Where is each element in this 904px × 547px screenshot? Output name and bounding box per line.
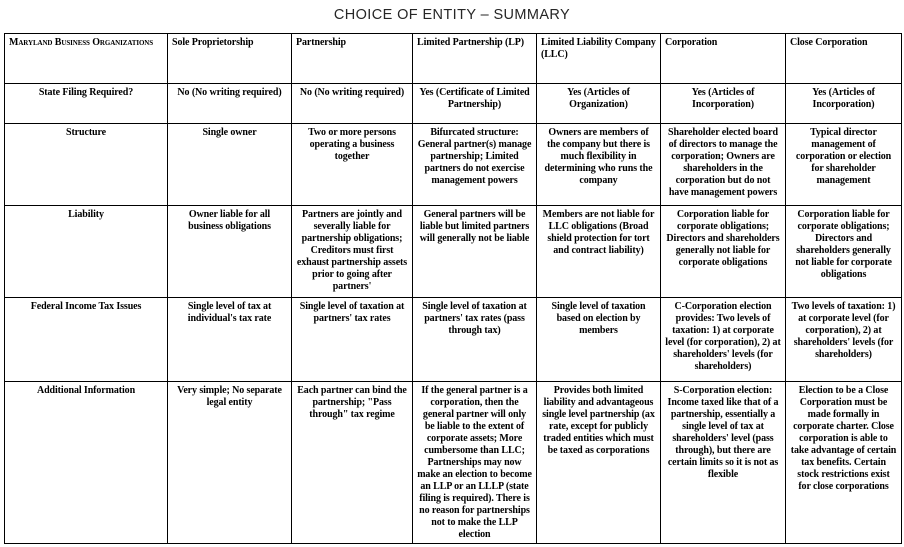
table-cell: Single owner xyxy=(168,124,292,206)
table-cell: Two or more persons operating a business together xyxy=(292,124,413,206)
table-row-state-filing xyxy=(5,84,902,124)
table-cell: Owner liable for all business obligations xyxy=(168,206,292,298)
table-cell: Yes (Certificate of Limited Partnership) xyxy=(413,84,537,124)
column-header-limited-partnership: Limited Partnership (LP) xyxy=(413,34,537,84)
table-cell: Yes (Articles of Incorporation) xyxy=(786,84,902,124)
table-cell: Owners are members of the company but there is much flexibility in determining who runs the company xyxy=(537,124,661,206)
column-header-close-corporation: Close Corporation xyxy=(786,34,902,84)
entity-comparison-table xyxy=(4,33,902,544)
page-title: CHOICE OF ENTITY – SUMMARY xyxy=(333,7,571,23)
table-row-additional-information xyxy=(5,382,902,544)
table-cell: Bifurcated structure: General partner(s) manage partnership; Limited partners do not exercise management powers xyxy=(413,124,537,206)
table-cell: S-Corporation election: Income taxed like that of a partnership, essentially a single level of tax at shareholders' level (pass through), but there are certain limits so it is not as flexible xyxy=(661,382,786,544)
table-cell: No (No writing required) xyxy=(168,84,292,124)
table-cell: Members are not liable for LLC obligations (Broad shield protection for tort and contract liability) xyxy=(537,206,661,298)
table-cell: Provides both limited liability and advantageous single level partnership (ax rate, except for publicly traded entities which must be taxed as corporations xyxy=(537,382,661,544)
table-cell: C-Corporation election provides: Two levels of taxation: 1) at corporate level (for corporation), 2) at shareholders' levels (for shareholders) xyxy=(661,298,786,382)
header-row xyxy=(5,34,902,84)
table-cell: Single level of taxation at partners' tax rates (pass through tax) xyxy=(413,298,537,382)
table-row-liability xyxy=(5,206,902,298)
column-header-sole-proprietorship: Sole Proprietorship xyxy=(168,34,292,84)
column-header-corporation: Corporation xyxy=(661,34,786,84)
column-header-partnership: Partnership xyxy=(292,34,413,84)
table-cell: General partners will be liable but limited partners will generally not be liable xyxy=(413,206,537,298)
table-row-structure xyxy=(5,124,902,206)
table-cell: No (No writing required) xyxy=(292,84,413,124)
table-cell: Single level of taxation at partners' tax rates xyxy=(292,298,413,382)
table-cell: Typical director management of corporation or election for shareholder management xyxy=(786,124,902,206)
table-cell: Partners are jointly and severally liable for partnership obligations; Creditors must first exhaust partnership assets prior to going after partners' xyxy=(292,206,413,298)
row-label-state-filing-required: State Filing Required? xyxy=(5,84,168,124)
row-label-liability: Liability xyxy=(5,206,168,298)
table-cell: Single level of tax at individual's tax rate xyxy=(168,298,292,382)
column-header-llc: Limited Liability Company (LLC) xyxy=(537,34,661,84)
row-label-federal-income-tax-issues: Federal Income Tax Issues xyxy=(5,298,168,382)
table-cell: Corporation liable for corporate obligations; Directors and shareholders generally not liable for corporate obligations xyxy=(786,206,902,298)
row-label-structure: Structure xyxy=(5,124,168,206)
table-cell: Very simple; No separate legal entity xyxy=(168,382,292,544)
table-cell: Single level of taxation based on election by members xyxy=(537,298,661,382)
row-label-additional-information: Additional Information xyxy=(5,382,168,544)
table-row-federal-income-tax xyxy=(5,298,902,382)
table-cell: Shareholder elected board of directors to manage the corporation; Owners are shareholders in the corporation but do not have management powers xyxy=(661,124,786,206)
table-cell: Two levels of taxation: 1) at corporate level (for corporation), 2) at shareholders' levels (for shareholders) xyxy=(786,298,902,382)
corner-header-maryland-business-organizations: Maryland Business Organizations xyxy=(5,34,168,84)
table-cell: Yes (Articles of Organization) xyxy=(537,84,661,124)
table-cell: If the general partner is a corporation, then the general partner will only be liable to the extent of corporate assets; More cumbersome than LLC; Partnerships may now make an election to become an LLP or an LLLP (state filing is required). There is no reason for partnerships not to make the LLP election xyxy=(413,382,537,544)
table-cell: Election to be a Close Corporation must be made formally in corporate charter. Close corporation is able to take advantage of certain tax benefits. Certain stock restrictions exist for close corporations xyxy=(786,382,902,544)
table-cell: Yes (Articles of Incorporation) xyxy=(661,84,786,124)
table-cell: Each partner can bind the partnership; "Pass through" tax regime xyxy=(292,382,413,544)
table-cell: Corporation liable for corporate obligations; Directors and shareholders generally not liable for corporate obligations xyxy=(661,206,786,298)
